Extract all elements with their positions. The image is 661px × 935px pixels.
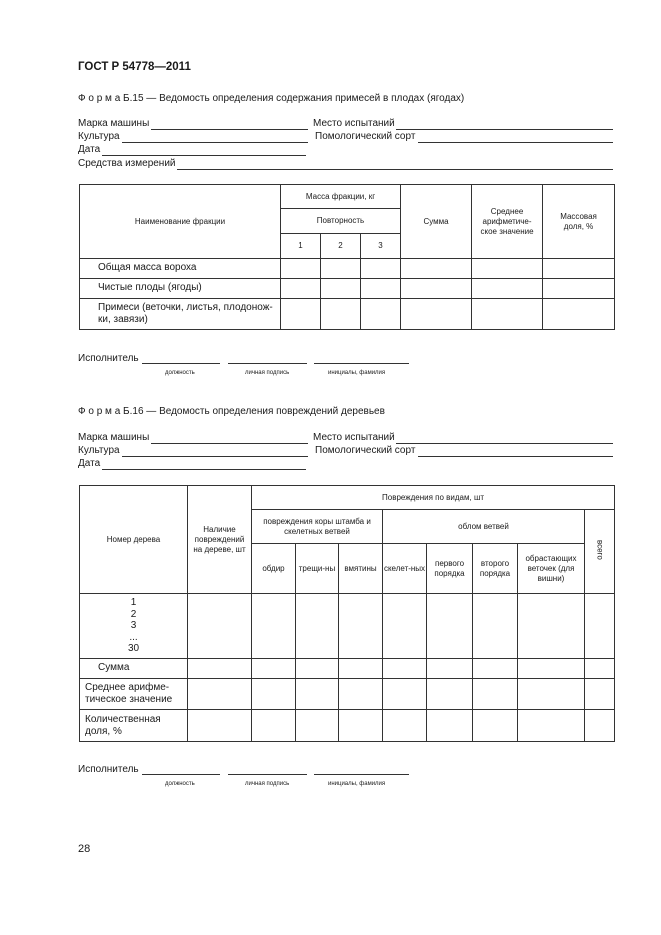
form16-sub-break: первого порядка xyxy=(427,544,473,594)
form15-date-label: Дата xyxy=(78,144,101,155)
form16-sort-field[interactable] xyxy=(418,456,613,457)
form15-col-name: Наименование фракции xyxy=(80,185,281,259)
form15-culture-field[interactable] xyxy=(122,142,308,143)
form16-caption-name: инициалы, фамилия xyxy=(328,781,386,787)
form15-row-label: Чистые плоды (ягоды) xyxy=(80,279,281,299)
form16-sub-bark: вмятины xyxy=(339,544,383,594)
page-number: 28 xyxy=(78,843,91,855)
form15-tools-label: Средства измерений xyxy=(78,158,176,169)
form16-col-presence: Наличие повреждений на дереве, шт xyxy=(188,486,252,594)
form16-col-tree: Номер дерева xyxy=(80,486,188,594)
form16-place-label: Место испытаний xyxy=(313,432,395,443)
form16-machine-label: Марка машины xyxy=(78,432,150,443)
table-row xyxy=(80,659,615,679)
tree-number: 30 xyxy=(127,643,140,655)
form15-title xyxy=(78,93,464,104)
form15-row-label: Общая масса вороха xyxy=(80,259,281,279)
form16-col-damage: Повреждения по видам, шт xyxy=(252,486,615,510)
form16-place-field[interactable] xyxy=(396,443,613,444)
form16-col-bark: повреждения коры штамба и скелетных ветвей xyxy=(252,510,383,544)
form15-signature-label: Исполнитель xyxy=(78,353,139,364)
form16-col-break: облом ветвей xyxy=(383,510,585,544)
form15-caption-signature: личная подпись xyxy=(245,370,290,376)
table-row xyxy=(80,679,615,710)
form16-sub-break: скелет-ных xyxy=(383,544,427,594)
form16-sort-label: Помологический сорт xyxy=(315,445,416,456)
form15-sort-field[interactable] xyxy=(418,142,613,143)
form16-signature-label: Исполнитель xyxy=(78,764,139,775)
form16-title-text: Б.16 — Ведомость определения повреждений деревьев xyxy=(120,406,385,417)
form15-col-mean: Среднее арифметиче-ское значение xyxy=(472,185,543,259)
tree-number: ... xyxy=(129,631,138,643)
form15-row-label: Примеси (веточки, листья, плодонож-ки, завязи) xyxy=(80,299,281,330)
form16-signature-field[interactable] xyxy=(228,774,307,775)
table-row xyxy=(80,594,615,659)
form15-table xyxy=(79,184,615,330)
form16-row-label: Количественная доля, % xyxy=(80,710,188,742)
form16-caption-signature: личная подпись xyxy=(245,781,290,787)
form15-repeat-num: 3 xyxy=(361,234,401,259)
form15-position-field[interactable] xyxy=(142,363,220,364)
document-header: ГОСТ Р 54778—2011 xyxy=(78,61,191,73)
form15-col-share: Массовая доля, % xyxy=(543,185,615,259)
form15-signature-field[interactable] xyxy=(228,363,307,364)
form15-machine-field[interactable] xyxy=(151,129,308,130)
form16-position-field[interactable] xyxy=(142,774,220,775)
form16-sub-bark: трещи-ны xyxy=(296,544,339,594)
form15-place-field[interactable] xyxy=(396,129,613,130)
form15-name-field[interactable] xyxy=(314,363,409,364)
table-row xyxy=(80,259,615,279)
form15-sort-label: Помологический сорт xyxy=(315,131,416,142)
form16-machine-field[interactable] xyxy=(151,443,308,444)
form16-title xyxy=(78,406,385,417)
form15-title-text: Б.15 — Ведомость определения содержания примесей в плодах (ягодах) xyxy=(120,93,465,104)
form15-col-repeat: Повторность xyxy=(281,209,401,234)
form16-culture-field[interactable] xyxy=(122,456,308,457)
form15-culture-label: Культура xyxy=(78,131,120,142)
form16-tree-numbers xyxy=(80,594,188,659)
tree-number: 1 xyxy=(130,597,137,609)
form16-sub-bark: обдир xyxy=(252,544,296,594)
form15-tools-field[interactable] xyxy=(177,169,613,170)
form15-machine-label: Марка машины xyxy=(78,118,150,129)
form16-name-field[interactable] xyxy=(314,774,409,775)
form16-date-label: Дата xyxy=(78,458,101,469)
form15-repeat-num: 1 xyxy=(281,234,321,259)
form16-col-total xyxy=(585,510,615,594)
form15-col-sum: Сумма xyxy=(401,185,472,259)
form15-title-word: Ф о р м а xyxy=(78,93,121,104)
form15-col-mass: Масса фракции, кг xyxy=(281,185,401,209)
table-row xyxy=(80,279,615,299)
form16-row-label: Сумма xyxy=(80,659,188,679)
form16-title-word: Ф о р м а xyxy=(78,406,121,417)
form15-caption-position: должность xyxy=(165,370,195,376)
form15-caption-name: инициалы, фамилия xyxy=(328,370,386,376)
form16-date-field[interactable] xyxy=(102,469,306,470)
tree-number: 3 xyxy=(130,620,137,632)
form16-table xyxy=(79,485,615,742)
form16-sub-break: второго порядка xyxy=(473,544,518,594)
table-row xyxy=(80,710,615,742)
form16-sub-break: обрастающих веточек (для вишни) xyxy=(518,544,585,594)
form15-date-field[interactable] xyxy=(102,155,306,156)
form15-place-label: Место испытаний xyxy=(313,118,395,129)
form16-culture-label: Культура xyxy=(78,445,120,456)
form15-repeat-num: 2 xyxy=(321,234,361,259)
table-row xyxy=(80,299,615,330)
form16-row-label: Среднее арифме-тическое значение xyxy=(80,679,188,710)
tree-number: 2 xyxy=(130,608,137,620)
form16-caption-position: должность xyxy=(165,781,195,787)
form16-col-total-text: всего xyxy=(595,540,605,560)
